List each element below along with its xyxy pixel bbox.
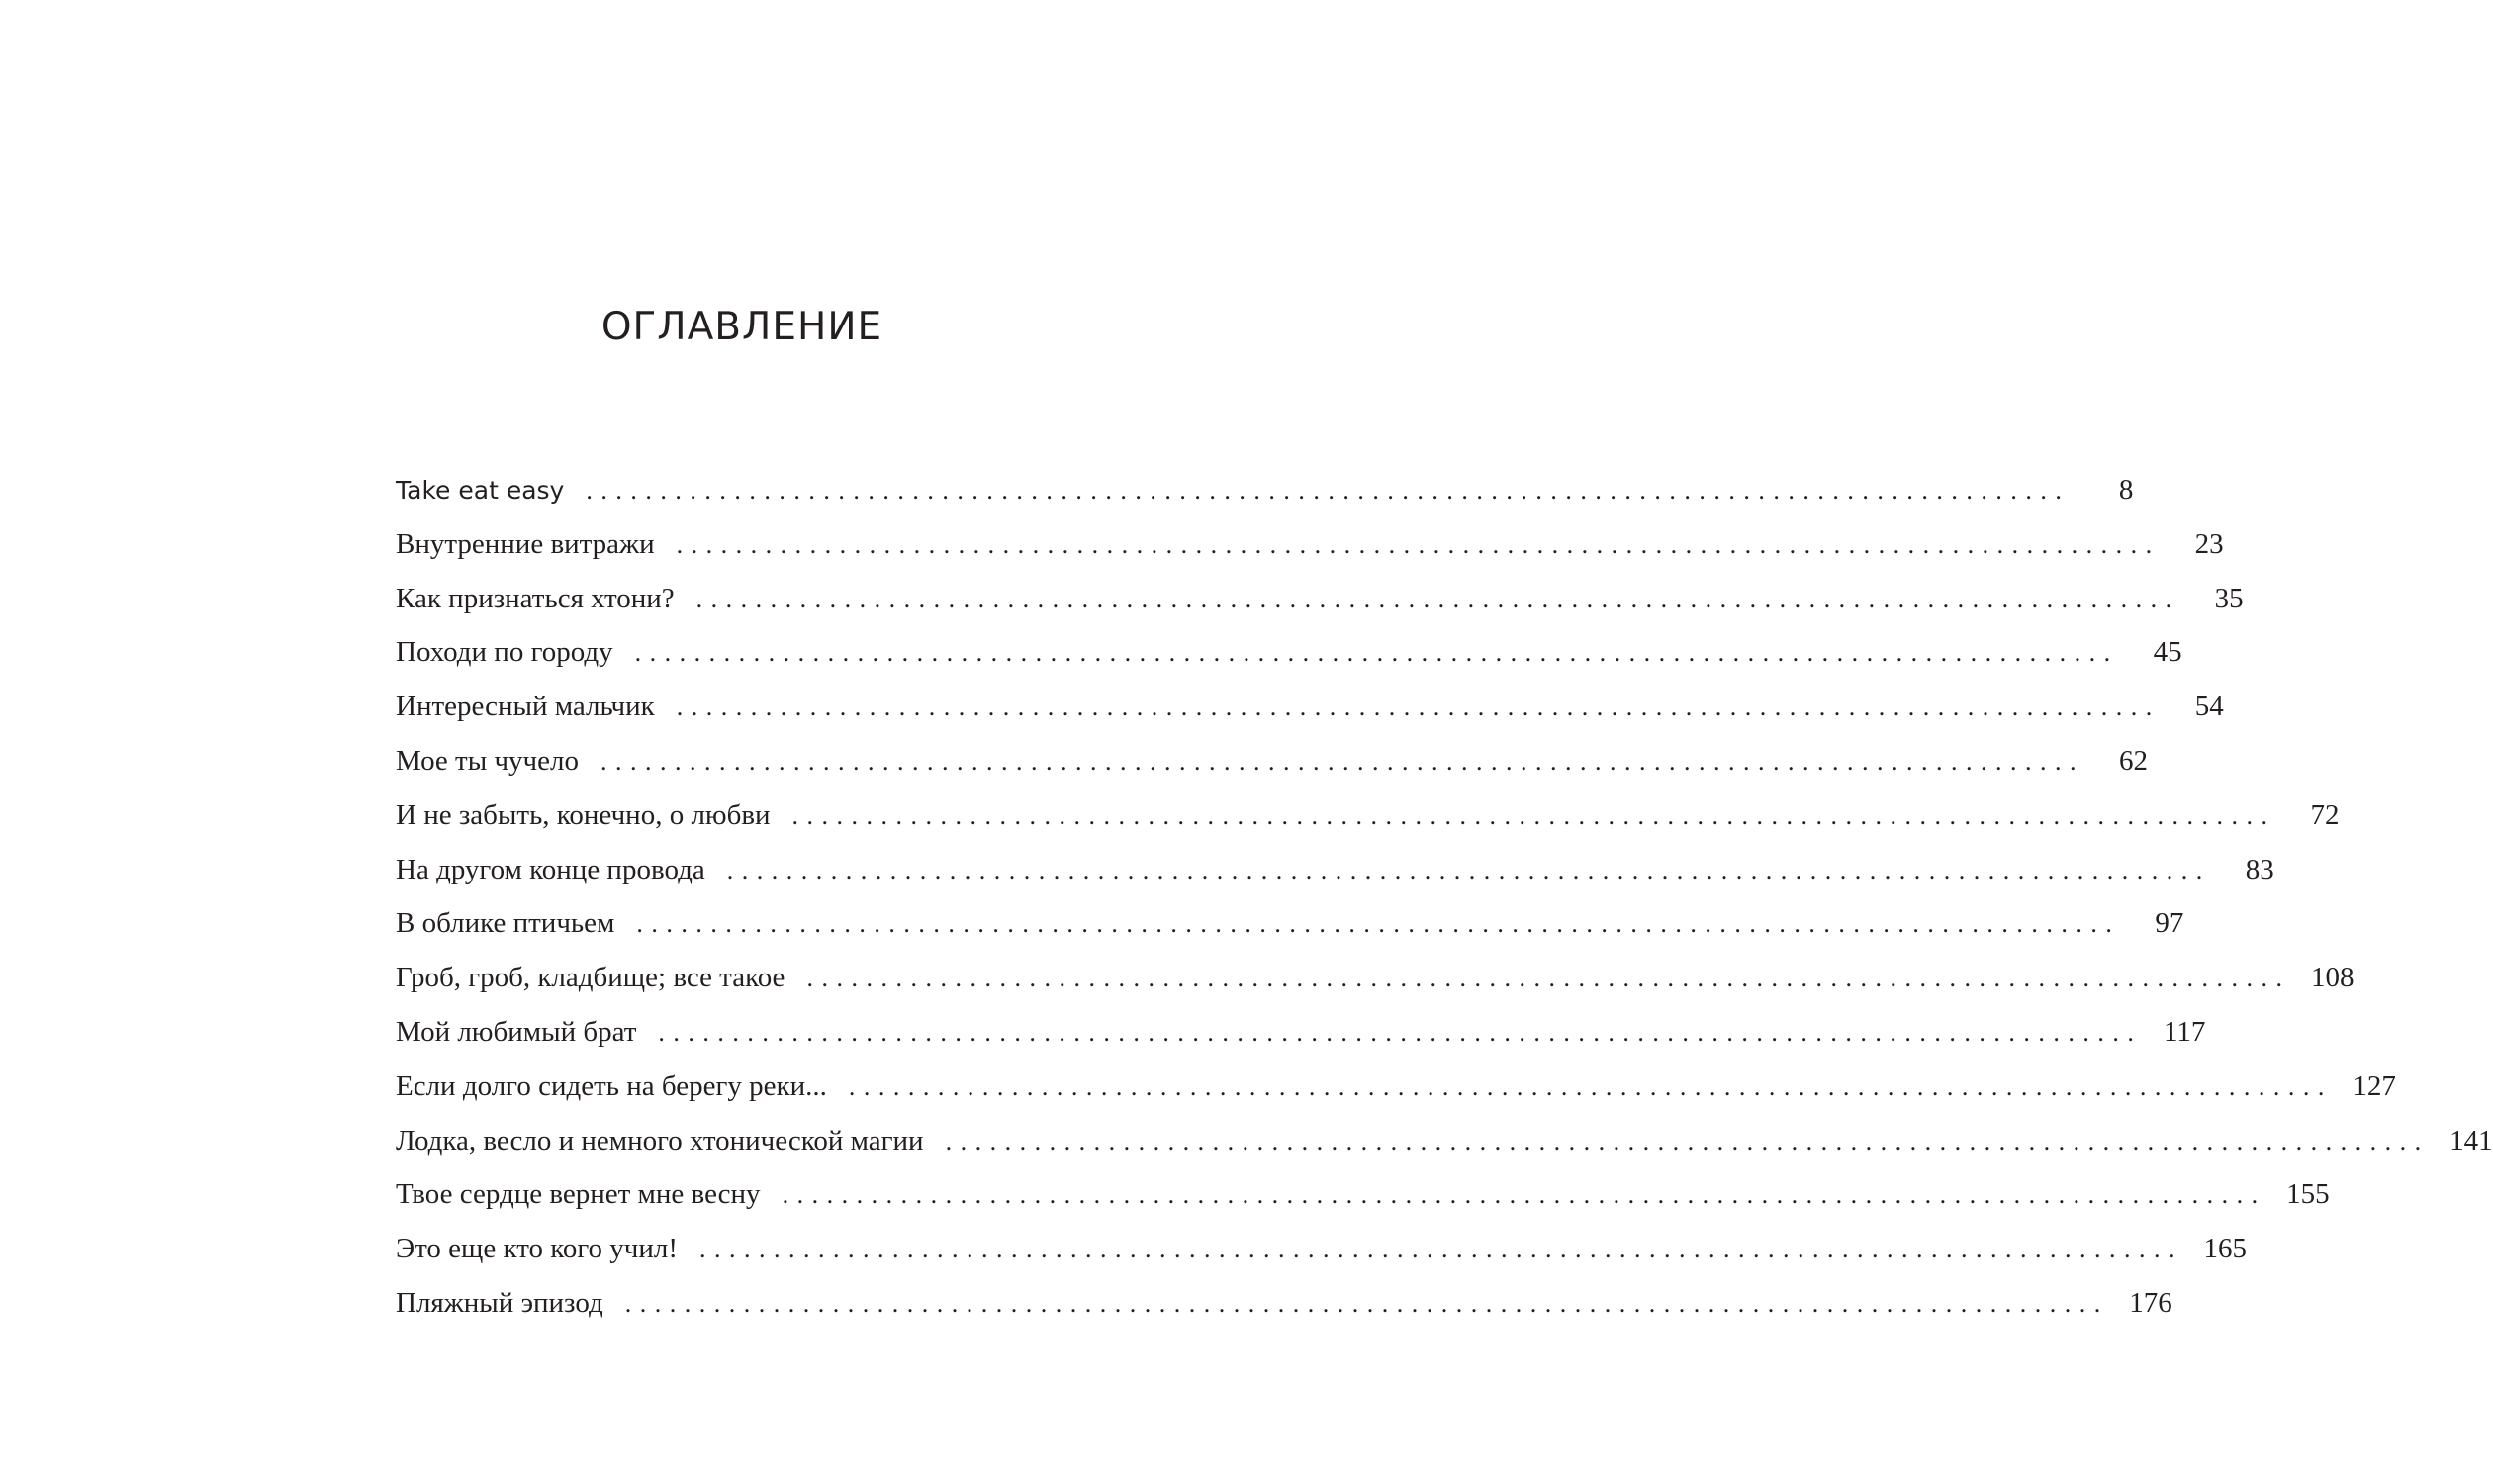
toc-page-number: 72 [2310, 798, 2340, 831]
toc-entry[interactable] [396, 843, 2274, 897]
toc-dot-leader: .................................................................................................... [676, 529, 2161, 559]
toc-entry[interactable] [396, 517, 2224, 572]
toc-entry[interactable] [396, 1222, 2248, 1276]
toc-dot-leader: .................................................................................................... [600, 746, 2084, 776]
toc-entry-title: Лодка, весло и немного хтонической магии [396, 1124, 924, 1157]
toc-entry[interactable] [396, 625, 2182, 680]
toc-dot-leader: .................................................................................................... [945, 1126, 2430, 1156]
toc-entry[interactable] [396, 572, 2244, 626]
toc-dot-leader: .................................................................................................... [636, 909, 2121, 939]
toc-entry-title: И не забыть, конечно, о любви [396, 798, 771, 831]
toc-entry[interactable] [396, 1276, 2172, 1331]
toc-page-number: 165 [2203, 1233, 2248, 1265]
toc-entry-title: Как признаться хтони? [396, 582, 675, 614]
toc-page-number: 108 [2310, 962, 2354, 994]
toc-dot-leader: .................................................................................................... [791, 800, 2276, 830]
toc-entry-title: Мой любимый брат [396, 1015, 637, 1048]
toc-entry[interactable] [396, 734, 2148, 788]
toc-entry-title: Внутренние витражи [396, 527, 655, 560]
toc-entry[interactable] [396, 1114, 2493, 1168]
toc-page-number: 97 [2155, 907, 2184, 940]
toc-dot-leader: .................................................................................................... [806, 964, 2291, 993]
toc-page-number: 35 [2214, 582, 2244, 614]
toc-page-number: 141 [2449, 1124, 2493, 1157]
toc-entry-title: Это еще кто кого учил! [396, 1233, 679, 1265]
toc-entry-title: Если долго сидеть на берегу реки... [396, 1069, 827, 1102]
toc-entry-title: В облике птичьем [396, 907, 615, 940]
toc-dot-leader: .................................................................................................... [848, 1071, 2333, 1101]
toc-page-number: 45 [2153, 636, 2182, 669]
toc-page-number: 83 [2245, 853, 2274, 885]
toc-page-number: 23 [2194, 527, 2224, 560]
toc-entry-title: Твое сердце вернет мне весну [396, 1178, 761, 1211]
toc-entry[interactable] [396, 680, 2224, 734]
toc-entry-title: Пляжный эпизод [396, 1286, 603, 1319]
toc-page-number: 155 [2286, 1178, 2330, 1211]
toc-entry[interactable] [396, 1005, 2206, 1060]
toc-dot-leader: .................................................................................................... [782, 1180, 2266, 1210]
toc-page-number: 62 [2118, 744, 2148, 777]
toc-dot-leader: .................................................................................................... [726, 855, 2211, 884]
toc-entry[interactable] [396, 788, 2340, 843]
toc-entry[interactable] [396, 463, 2134, 517]
table-of-contents [396, 463, 2493, 1331]
toc-entry[interactable] [396, 1060, 2396, 1114]
toc-entry-title: Take eat easy [396, 476, 565, 505]
toc-dot-leader: .................................................................................................... [586, 476, 2071, 505]
toc-page-number: 117 [2163, 1015, 2206, 1048]
toc-dot-leader: .................................................................................................... [676, 693, 2161, 722]
toc-entry[interactable] [396, 896, 2184, 951]
toc-dot-leader: .................................................................................................... [695, 584, 2180, 613]
toc-entry-title: Интересный мальчик [396, 691, 655, 723]
toc-entry-title: Походи по городу [396, 636, 613, 669]
toc-entry-title: На другом конце провода [396, 853, 705, 885]
toc-entry-title: Гроб, гроб, кладбище; все такое [396, 962, 785, 994]
page-title: ОГЛАВЛЕНИЕ [600, 305, 883, 349]
toc-page-number: 54 [2194, 691, 2224, 723]
toc-entry[interactable] [396, 1167, 2330, 1222]
toc-dot-leader: .................................................................................................... [634, 638, 2119, 668]
toc-page-number: 8 [2118, 474, 2134, 506]
toc-entry[interactable] [396, 951, 2354, 1005]
toc-dot-leader: .................................................................................................... [658, 1017, 2143, 1047]
toc-page-number: 176 [2129, 1286, 2172, 1319]
toc-dot-leader: .................................................................................................... [699, 1235, 2184, 1264]
toc-page-number: 127 [2353, 1069, 2396, 1102]
toc-dot-leader: .................................................................................................... [624, 1288, 2109, 1318]
toc-entry-title: Мое ты чучело [396, 744, 579, 777]
